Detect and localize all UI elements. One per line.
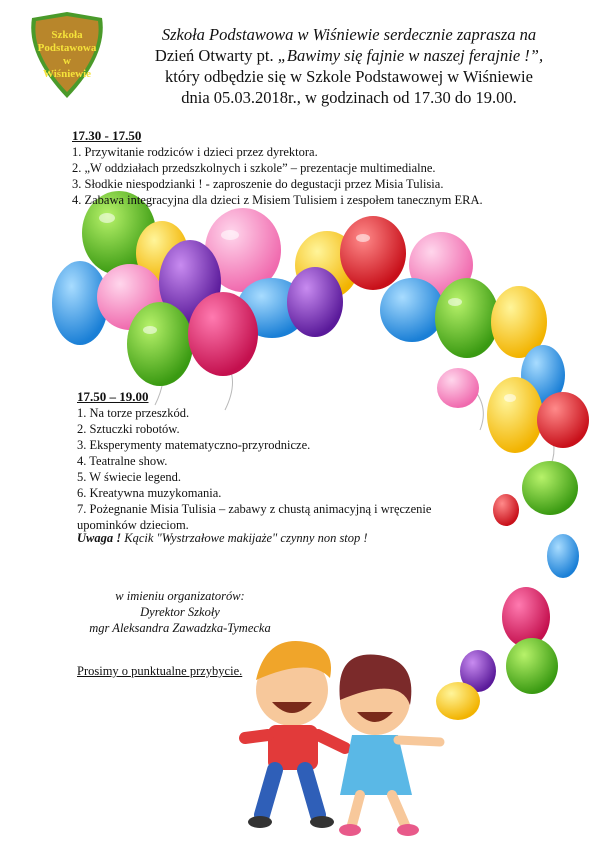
note [77, 531, 368, 546]
event-title: „Bawimy się fajnie w naszej ferajnie !”, [277, 46, 544, 65]
invitation-header [118, 24, 580, 108]
list-item: 3. Słodkie niespodzianki ! - zaproszenie do degustacji przez Misia Tulisia. [72, 177, 444, 191]
logo-line: Szkoła [51, 29, 83, 41]
header-prefix: Dzień Otwarty pt. [154, 46, 278, 65]
signature-line: w imieniu organizatorów: [115, 589, 245, 603]
section2-title: 17.50 – 19.00 [77, 389, 149, 404]
note-text: Kącik "Wystrzałowe makijaże" czynny non stop ! [121, 531, 368, 545]
logo-line: w [63, 55, 71, 67]
school-logo [22, 10, 112, 100]
signature-line: mgr Aleksandra Zawadzka-Tymecka [89, 621, 271, 635]
signature-line: Dyrektor Szkoły [140, 605, 220, 619]
note-label: Uwaga ! [77, 531, 122, 545]
header-line: dnia 05.03.2018r., w godzinach od 17.30 do 19.00. [181, 88, 517, 107]
section1-list [72, 144, 483, 208]
list-item: 2. „W oddziałach przedszkolnych i szkole” – prezentacje multimedialne. [72, 161, 436, 175]
list-item: 7. Pożegnanie Misia Tulisia – zabawy z chustą animacyjną i wręczenie upominków dzieciom. [77, 502, 432, 532]
header-line [118, 45, 580, 66]
list-item: 3. Eksperymenty matematyczno-przyrodnicze. [77, 438, 311, 452]
list-item: 4. Zabawa integracyjna dla dzieci z Misiem Tulisiem i zespołem tanecznym ERA. [72, 193, 483, 207]
logo-line: Podstawowa [37, 42, 97, 54]
section2-list [77, 405, 477, 533]
logo-line: Wiśniewie [42, 68, 92, 80]
header-line: Szkoła Podstawowa w Wiśniewie serdecznie zaprasza na [161, 25, 537, 44]
list-item: 4. Teatralne show. [77, 454, 168, 468]
list-item: 1. Przywitanie rodziców i dzieci przez dyrektora. [72, 145, 318, 159]
list-item: 2. Sztuczki robotów. [77, 422, 180, 436]
header-line: który odbędzie się w Szkole Podstawowej w Wiśniewie [165, 67, 533, 86]
list-item: 5. W świecie legend. [77, 470, 182, 484]
list-item: 1. Na torze przeszkód. [77, 406, 190, 420]
footer-note: Prosimy o punktualne przybycie. [77, 664, 243, 678]
section1-title: 17.30 - 17.50 [72, 128, 142, 143]
signature-block [70, 588, 290, 636]
list-item: 6. Kreatywna muzykomania. [77, 486, 222, 500]
